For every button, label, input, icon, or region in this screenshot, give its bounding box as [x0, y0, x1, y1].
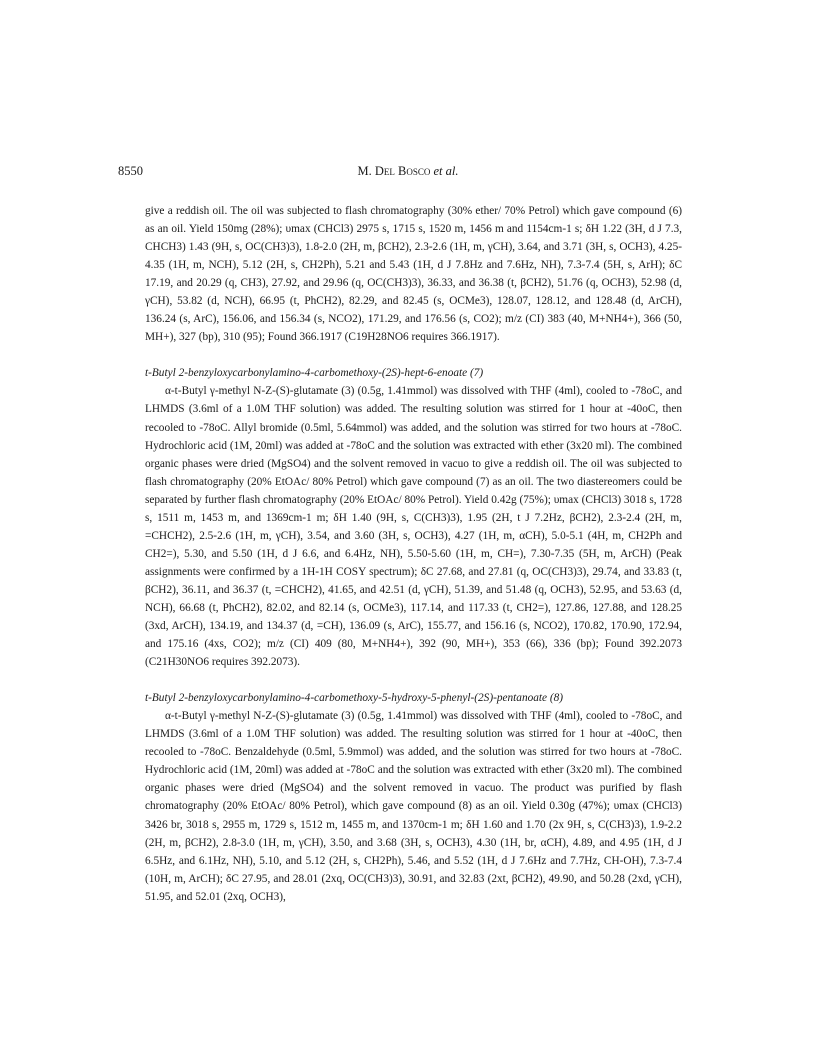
- heading-compound-7: t-Butyl 2-benzyloxycarbonylamino-4-carbomethoxy-(2S)-hept-6-enoate (7): [145, 367, 484, 380]
- author-prefix: M. D: [357, 164, 384, 178]
- running-head: [0, 164, 816, 179]
- author-suffix: et al.: [430, 164, 459, 178]
- author-small-caps: el Bosco: [383, 164, 431, 178]
- paragraph-compound-8: α-t-Butyl γ-methyl N-Z-(S)-glutamate (3) (0.5g, 1.41mmol) was dissolved with THF (4ml), cooled to -78oC, and LHMDS (3.6ml of a 1.0M THF solution) was added. The resulting solution was stirred for 1 hour at -40oC, then recooled to -78oC. Benzaldehyde (0.5ml, 5.9mmol) was added, and the solution was stirred for two hours at -78oC. Hydrochloric acid (1M, 20ml) was added at -78oC and the solution was extracted with ether (3x20 ml). The combined organic phases were dried (MgSO4) and the solvent removed in vacuo. The product was purified by flash chromatography (20% EtOAc/ 80% Petrol), which gave compound (8) as an oil. Yield 0.30g (47%); υmax (CHCl3) 3426 br, 3018 s, 2955 m, 1729 s, 1512 m, 1455 m, and 1370cm-1 m; δH 1.60 and 1.70 (2x 9H, s, C(CH3)3), 1.9-2.2 (2H, m, βCH2), 2.8-3.0 (1H, m, γCH), 3.50, and 3.68 (3H, s, OCH3), 4.30 (1H, br, αCH), 4.89, and 4.95 (1H, d J 6.5Hz, and 6.1Hz, NH), 5.10, and 5.12 (2H, s, CH2Ph), 5.46, and 5.52 (1H, d J 7.6Hz and 7.7Hz, CH-OH), 7.3-7.4 (10H, m, ArCH); δC 27.95, and 28.01 (2xq, OC(CH3)3), 30.91, and 32.83 (2xt, βCH2), 49.90, and 50.28 (2xd, γCH), 51.95, and 52.01 (2xq, OCH3),: [145, 710, 682, 903]
- heading-compound-8: t-Butyl 2-benzyloxycarbonylamino-4-carbomethoxy-5-hydroxy-5-phenyl-(2S)-pentanoate (8): [145, 692, 564, 705]
- paragraph-compound-7: α-t-Butyl γ-methyl N-Z-(S)-glutamate (3) (0.5g, 1.41mmol) was dissolved with THF (4ml), cooled to -78oC, and LHMDS (3.6ml of a 1.0M THF solution) was added. The resulting solution was stirred for 1 hour at -40oC, then recooled to -78oC. Allyl bromide (0.5ml, 5.64mmol) was added, and the solution was stirred for two hours at -78oC. Hydrochloric acid (1M, 20ml) was added at -78oC and the solution was extracted with ether (3x20 ml). The combined organic phases were dried (MgSO4) and the solvent removed in vacuo to give a reddish oil. The oil was subjected to flash chromatography (20% EtOAc/ 80% Petrol) which gave compound (7) as an oil. The two diastereomers could be separated by further flash chromatography (20% EtOAc/ 80% Petrol). Yield 0.42g (75%); υmax (CHCl3) 3018 s, 1728 s, 1511 m, 1453 m, and 1369cm-1 m; δH 1.40 (9H, s, C(CH3)3), 1.95 (2H, t J 7.2Hz, βCH2), 2.3-2.4 (2H, m, =CHCH2), 2.5-2.6 (1H, m, γCH), 3.54, and 3.60 (3H, s, OCH3), 4.27 (1H, m, αCH), 5.0-5.1 (4H, m, CH2Ph and CH2=), 5.30, and 5.50 (1H, d J 6.6, and 6.4Hz, NH), 5.50-5.60 (1H, m, CH=), 7.30-7.35 (5H, m, ArCH) (Peak assignments were confirmed by a 1H-1H COSY spectrum); δC 27.68, and 27.81 (q, OC(CH3)3), 29.74, and 33.83 (t, βCH2), 36.11, and 36.37 (t, =CHCH2), 41.65, and 42.51 (d, γCH), 51.39, and 51.48 (q, OCH3), 52.95, and 53.63 (d, NCH), 66.68 (t, PhCH2), 82.02, and 82.14 (s, OCMe3), 117.14, and 117.33 (t, CH2=), 127.86, 127.88, and 128.25 (3xd, ArCH), 134.19, and 134.37 (d, =CH), 136.09 (s, ArC), 155.77, and 156.16 (s, NCO2), 170.82, 170.90, 172.94, and 175.16 (4xs, CO2); m/z (CI) 409 (80, M+NH4+), 392 (90, MH+), 353 (66), 336 (bp); Found 392.2073 (C21H30NO6 requires 392.2073).: [145, 385, 682, 669]
- body-text: [145, 202, 682, 906]
- paragraph-compound-6-data: give a reddish oil. The oil was subjected to flash chromatography (30% ether/ 70% Petrol) which gave compound (6) as an oil. Yield 150mg (28%); υmax (CHCl3) 2975 s, 1715 s, 1520 m, 1456 m and 1154cm-1 s; δH 1.22 (3H, d J 7.3, CHCH3) 1.43 (9H, s, OC(CH3)3), 1.8-2.0 (2H, m, βCH2), 2.3-2.6 (1H, m, γCH), 3.64, and 3.71 (3H, s, OCH3), 4.25-4.35 (1H, m, NCH), 5.12 (2H, s, CH2Ph), 5.21 and 5.43 (1H, d J 7.8Hz and 7.6Hz, NH), 7.3-7.4 (5H, s, ArH); δC 17.19, and 20.29 (q, CH3), 27.92, and 29.96 (q, OC(CH3)3), 36.33, and 36.38 (t, βCH2), 51.76 (q, OCH3), 52.98 (d, γCH), 53.82 (d, NCH), 66.95 (t, PhCH2), 82.29, and 82.45 (s, OCMe3), 128.07, 128.12, and 128.48 (d, ArCH), 136.24 (s, ArC), 156.06, and 156.34 (s, NCO2), 171.29, and 176.56 (s, CO2); m/z (CI) 383 (40, M+NH4+), 366 (50, MH+), 327 (bp), 310 (95); Found 366.1917 (C19H28NO6 requires 366.1917).: [145, 205, 682, 344]
- page-number: 8550: [118, 164, 143, 178]
